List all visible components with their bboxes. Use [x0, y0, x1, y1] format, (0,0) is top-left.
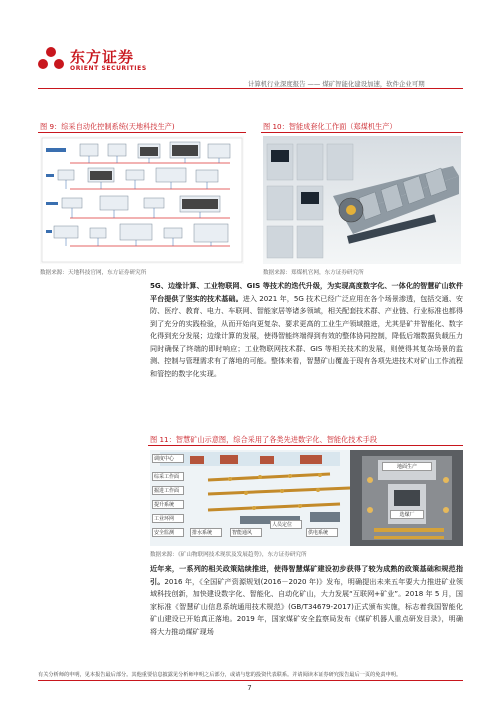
fig11-label-heading-face: 掘进工作面 [152, 486, 184, 495]
fig11-smart-mine-diagram [150, 450, 463, 546]
fig10-source: 数据来源：郑煤机官网，东方证券研究所 [263, 270, 364, 276]
fig11-title: 图 11：智慧矿山示意图，综合采用了各类先进数字化、智能化技术手段 [150, 435, 378, 444]
fig9-source: 数据来源：天地科技官网，东方证券研究所 [40, 270, 147, 276]
fig10-title: 图 10：智能成套化工作面（郑煤机生产） [263, 122, 397, 131]
paragraph-policy-lead: 近年来，一系列的相关政策陆续推进，使得智慧煤矿建设初步获得了较为成熟的政策基础和规范指引。 [150, 564, 463, 586]
fig10-3d-illustration [263, 136, 461, 264]
fig11-label-safety-monitoring: 安全监测 [152, 528, 184, 537]
paragraph-policy [150, 563, 463, 659]
fig11-label-prep-plant: 选煤厂 [390, 510, 424, 519]
fig11-label-power-supply: 供电系统 [306, 528, 338, 537]
footer-divider [38, 680, 463, 681]
fig11-label-drainage: 排水系统 [190, 528, 222, 537]
paragraph-technology-lead: 5G、边缘计算、工业物联网、GIS 等技术的迭代升级，为实现高度数字化、一体化的智慧矿山软件平台提供了坚实的技术基础。 [150, 281, 463, 303]
logo-text-cn: 东方证券 [70, 48, 135, 66]
paragraph-policy-body: 2016 年，《全国矿产资源规划(2016－2020 年)》发布，明确提出未来五年要大力推进矿业领域科技创新，加快建设数字化、智能化、自动化矿山，大力发展“互联网+矿业”。2018 年 5 月，国家标准《智慧矿山信息系统通用技术规范》(GB/T34679-2017)正式颁布实施，标志着我国智能化矿山建设已开始真正落地。2019 年，国家煤矿安全监察局发布《煤矿机器人重点研发目录》，明确将大力推动煤矿现场 [150, 576, 464, 636]
fig11-source: 数据来源：《矿山物联网技术现状及发展趋势》，东方证券研究所 [150, 552, 307, 558]
fig11-title-rule [148, 445, 463, 446]
fig11-label-coal-face: 综采工作面 [152, 472, 184, 481]
fig9-title-rule [38, 132, 246, 133]
fig11-label-dispatch: 调度中心 [152, 454, 184, 463]
fig11-label-ventilation: 智能通风 [230, 528, 262, 537]
fig11-label-hoisting: 提升系统 [152, 500, 184, 509]
fig10-working-face-image [263, 136, 461, 264]
logo-text-en: ORIENT SECURITIES [70, 65, 147, 72]
footer-disclaimer: 有关分析师的申明，见本报告最后部分。其他重要信息披露见分析师申明之后部分，或请与您的投资代表联系。并请阅读本证券研究报告最后一页的免责申明。 [38, 672, 402, 678]
fig9-title: 图 9：综采自动化控制系统(天地科技生产) [40, 122, 175, 131]
paragraph-technology [150, 280, 463, 430]
paragraph-technology-body: 进入 2021 年，5G 技术已经广泛应用在各个场景渗透，包括交通、安防、医疗、教育、电力、车联网、智能家居等诸多领域，相关配套技术群、产业链、行业标准也都得到了充分的实践检验，从而开始向更复杂、要求更高的工业生产领域推进，尤其是矿井智能化、数字化得到充分发展；边缘计算的发展，使得智能终端得到有效的整体协同控制，降低后端数据负载压力同时确保了终端的即时响应；工业物联网技术群、GIS 等相关技术的发展，则使得其复杂场景的监测、控制与管理需求有了落地的可能。整体来看，智慧矿山覆盖于现有各项先进技术对矿山工作流程和管控的数字化实现。 [150, 293, 464, 378]
page-number: 7 [247, 684, 252, 692]
fig11-label-ring-network: 工业环网 [152, 514, 184, 523]
fig9-system-diagram [40, 136, 244, 264]
fig10-title-rule [261, 132, 463, 133]
company-logo [38, 40, 148, 82]
header-divider [38, 88, 463, 89]
fig9-diagram-graphic [40, 136, 244, 264]
orient-logo-icon [38, 46, 64, 74]
fig11-label-personnel-location: 人员定位 [270, 520, 302, 529]
running-title: 计算机行业深度报告 —— 煤矿智能化建设加速，软件企业可期 [248, 80, 425, 88]
fig11-label-surface-production: 地面生产 [382, 462, 432, 471]
